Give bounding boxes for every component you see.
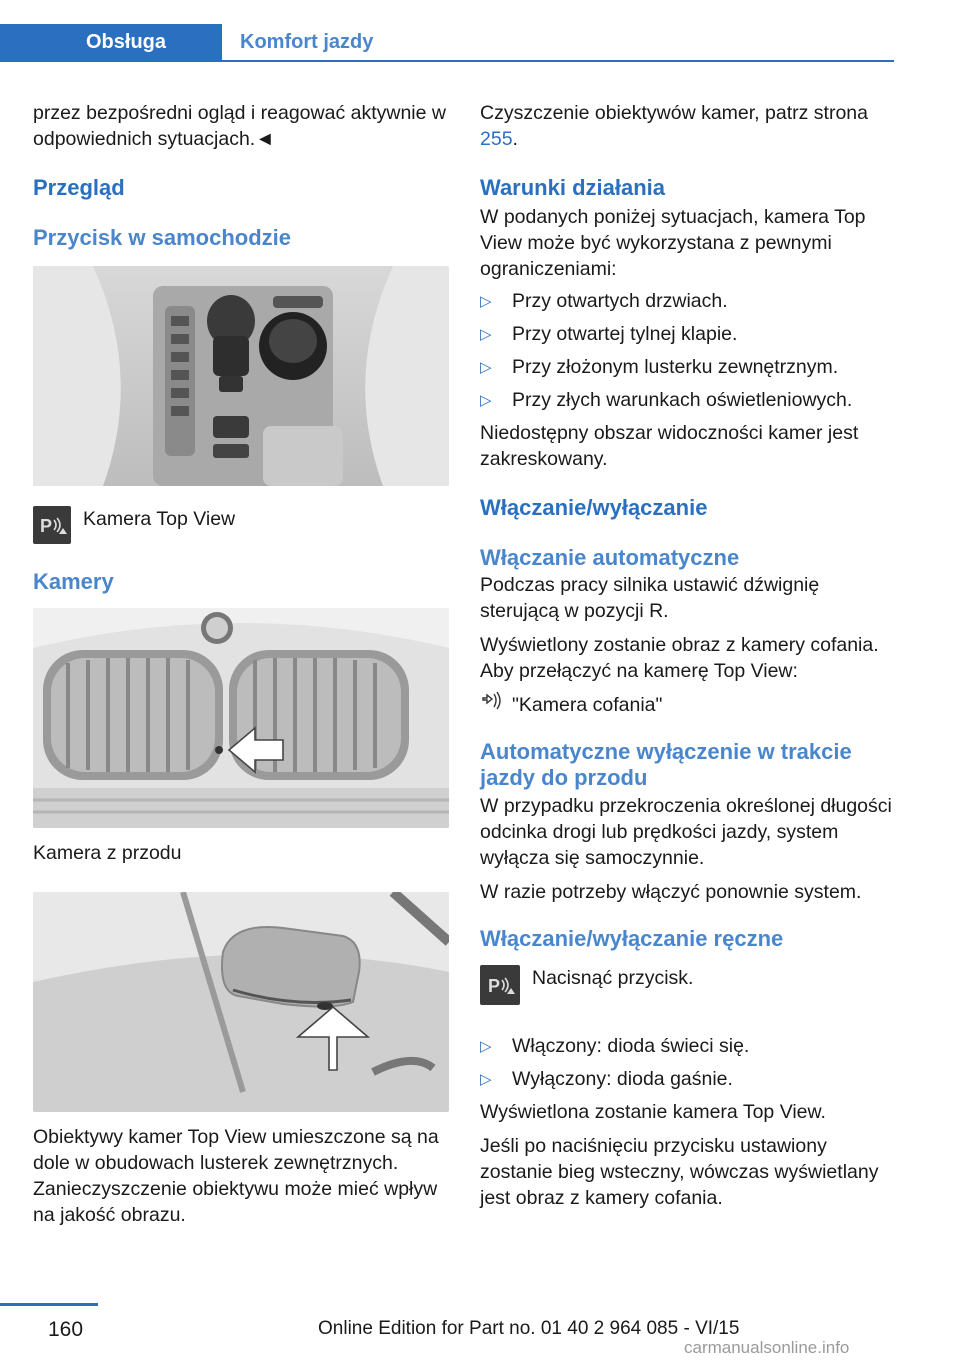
auto-paragraph-1: Podczas pracy silnika ustawić dźwignię sterującą w pozycji R.: [480, 574, 820, 622]
list-item: [480, 354, 900, 381]
watermark: carmanualsonline.info: [684, 1338, 850, 1357]
front-camera-image: [33, 608, 449, 828]
left-column: [33, 100, 449, 1236]
edition-footer: Online Edition for Part no. 01 40 2 964 085 - VI/15: [318, 1318, 740, 1339]
page-number: 160: [48, 1318, 84, 1341]
right-column: [480, 100, 900, 1219]
conditions-list: [480, 288, 900, 414]
list-item: [480, 387, 900, 414]
svg-text:P: P: [488, 976, 501, 996]
cleaning-paragraph: [480, 100, 900, 152]
mirror-camera-image: [33, 892, 449, 1112]
heading-autooff: Automatyczne wyłączenie w trakcie jazdy do przodu: [480, 739, 852, 790]
triangle-bullet-icon: ▷: [480, 392, 492, 409]
heading-manual: Włączanie/wyłączanie ręczne: [480, 926, 784, 951]
triangle-bullet-icon: ▷: [480, 1038, 492, 1055]
shown-paragraph: Wyświetlona zostanie kamera Top View.: [480, 1101, 826, 1123]
reverse-paragraph: Jeśli po naciśnięciu przycisku ustawiony zostanie bieg wsteczny, wówczas wyświetlany jest obraz z kamery cofania.: [480, 1135, 879, 1209]
triangle-bullet-icon: ▷: [480, 359, 492, 376]
header-divider: [0, 60, 894, 62]
niedostepny-paragraph: Niedostępny obszar widoczności kamer jest zakreskowany.: [480, 422, 859, 470]
page-link-255[interactable]: 255: [480, 128, 513, 150]
auto-paragraph-2: Wyświetlony zostanie obraz z kamery cofania. Aby przełączyć na kamerę Top View:: [480, 634, 879, 682]
caption-front-camera: Kamera z przodu: [33, 842, 182, 864]
camera-menu-icon: [480, 690, 512, 719]
heading-warunki: Warunki działania: [480, 175, 666, 200]
park-assist-camera-icon: [33, 506, 71, 544]
tab-obsluga[interactable]: Obsługa: [0, 24, 222, 60]
lenses-paragraph: Obiektywy kamer Top View umieszczone są na dole w obudowach lusterek zewnętrznych. Zanieczyszczenie obiektywu może mieć wpływ na jakość obrazu.: [33, 1126, 439, 1226]
svg-text:P: P: [40, 516, 53, 536]
list-item: [480, 321, 900, 348]
list-item-text: Przy złożonym lusterku zewnętrznym.: [512, 356, 839, 378]
button-legend: [33, 506, 449, 544]
warunki-paragraph: W podanych poniżej sytuacjach, kamera Top View może być wykorzystana z pewnymi ograniczeniami:: [480, 206, 866, 280]
park-assist-camera-icon: [480, 965, 520, 1005]
list-item: [480, 288, 900, 315]
header-tabs: [0, 24, 894, 62]
heading-przeglad: Przegląd: [33, 175, 125, 200]
list-item-text: Włączony: dioda świeci się.: [512, 1035, 750, 1057]
triangle-bullet-icon: ▷: [480, 293, 492, 310]
heading-przycisk: Przycisk w samochodzie: [33, 225, 291, 250]
list-item-text: Przy złych warunkach oświetleniowych.: [512, 389, 853, 411]
triangle-bullet-icon: ▷: [480, 1071, 492, 1088]
page-number-rule: [0, 1303, 98, 1306]
heading-auto: Włączanie automatyczne: [480, 545, 740, 570]
cleaning-text: Czyszczenie obiektywów kamer, patrz strona: [480, 102, 868, 124]
press-button-row: [480, 965, 900, 1005]
heading-kamery: Kamery: [33, 569, 114, 594]
led-list: [480, 1033, 900, 1093]
triangle-bullet-icon: ▷: [480, 326, 492, 343]
autooff-paragraph-2: W razie potrzeby włączyć ponownie system.: [480, 881, 862, 903]
heading-wlaczanie: Włączanie/wyłączanie: [480, 495, 708, 520]
list-item-text: Przy otwartych drzwiach.: [512, 290, 728, 312]
list-item: [480, 1066, 900, 1093]
autooff-paragraph-1: W przypadku przekroczenia określonej długości odcinka drogi lub prędkości jazdy, system wyłącza się samoczynnie.: [480, 795, 892, 869]
intro-paragraph: przez bezpośredni ogląd i reagować aktywnie w odpowiednich sytuacjach.◄: [33, 102, 446, 150]
cleaning-period: .: [512, 128, 518, 150]
list-item-text: Wyłączony: dioda gaśnie.: [512, 1068, 733, 1090]
list-item-text: Przy otwartej tylnej klapie.: [512, 323, 738, 345]
press-button-label: Nacisnąć przycisk.: [532, 967, 694, 989]
list-item: [480, 1033, 900, 1060]
button-legend-label: Kamera Top View: [83, 508, 236, 530]
camera-option-row: [480, 690, 900, 719]
console-image: [33, 266, 449, 486]
tab-komfort-jazdy[interactable]: Komfort jazdy: [240, 31, 374, 53]
camera-option-label: "Kamera cofania": [512, 693, 663, 716]
